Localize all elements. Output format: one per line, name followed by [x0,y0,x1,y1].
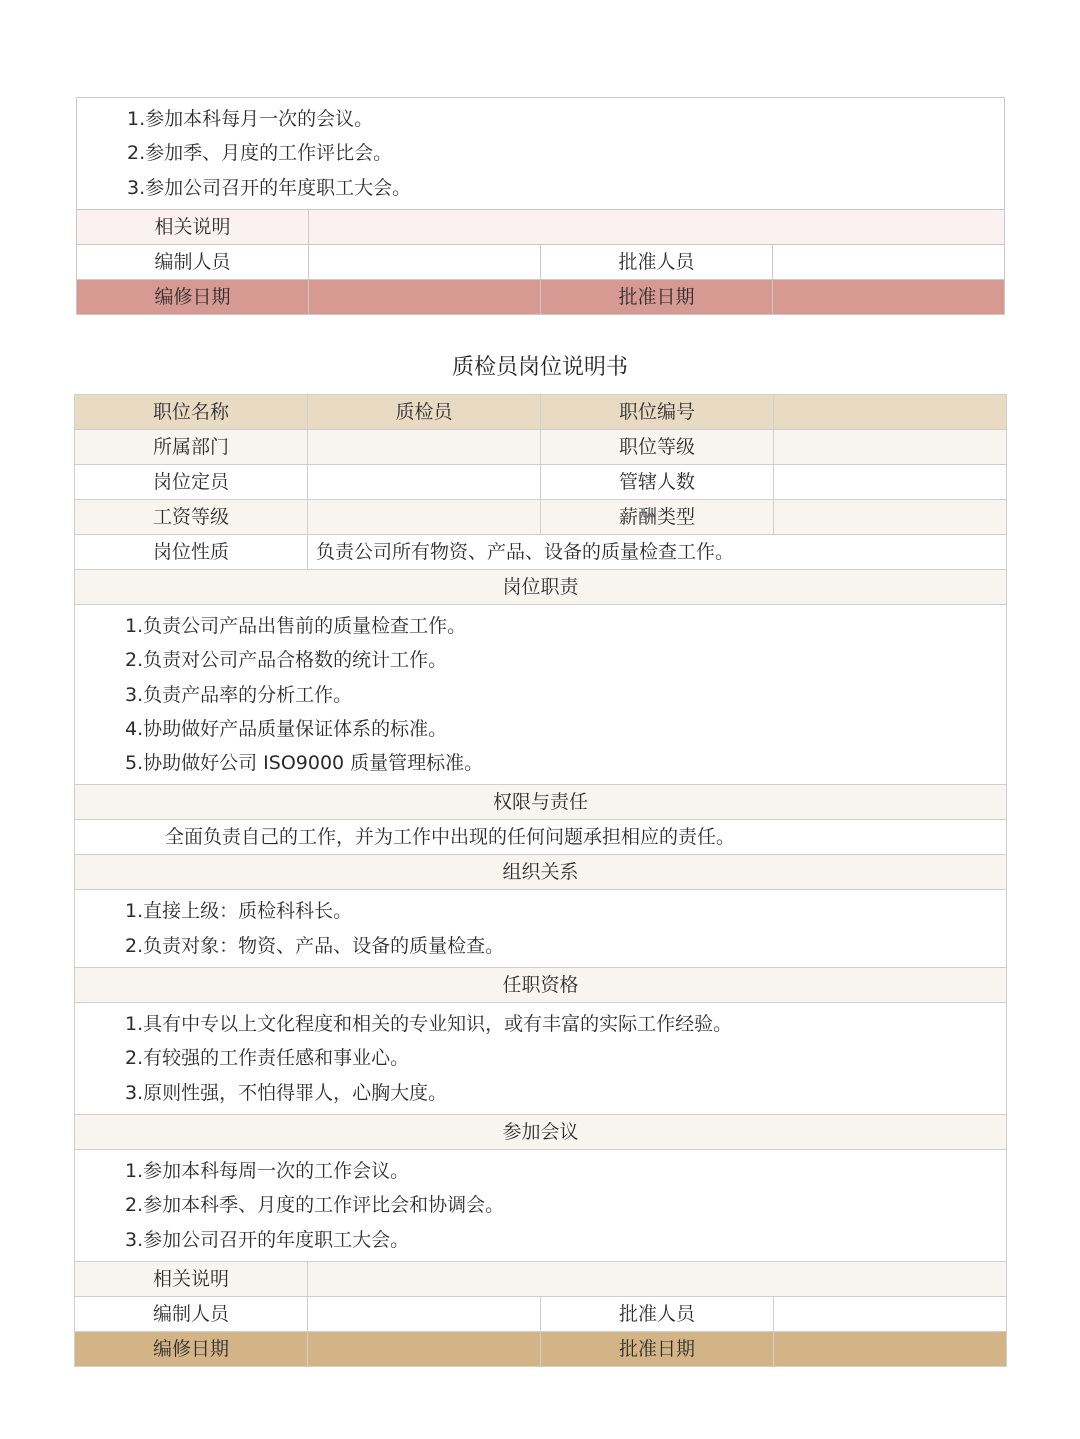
list-item: 1.参加本科每月一次的会议。 [127,108,374,130]
qualifications-header: 任职资格 [75,968,1007,1003]
salary-type-label: 薪酬类型 [541,500,774,535]
list-item: 4.协助做好产品质量保证体系的标准。 [125,717,448,740]
org-header: 组织关系 [75,855,1007,890]
approve-date-value [773,279,1005,314]
approve-date-label: 批准日期 [541,279,773,314]
authority-text: 全面负责自己的工作，并为工作中出现的任何问题承担相应的责任。 [75,820,1007,855]
position-name-value: 质检员 [308,395,541,430]
list-item: 2.负责对象：物资、产品、设备的质量检查。 [125,934,505,957]
meetings-header: 参加会议 [75,1114,1007,1149]
department-label: 所属部门 [75,430,308,465]
approver-value [774,1296,1007,1331]
org-list [75,890,1007,968]
related-notes-label: 相关说明 [75,1261,308,1296]
list-item: 1.参加本科每周一次的工作会议。 [125,1159,410,1182]
duties-header: 岗位职责 [75,570,1007,605]
list-item: 3.参加公司召开的年度职工大会。 [125,1228,410,1251]
department-value [308,430,541,465]
related-notes-label: 相关说明 [77,209,309,244]
salary-type-value [774,500,1007,535]
authority-header: 权限与责任 [75,785,1007,820]
compiler-label: 编制人员 [75,1296,308,1331]
related-notes-value [308,1261,1007,1296]
staffing-label: 岗位定员 [75,465,308,500]
staffing-value [308,465,541,500]
list-item: 1.直接上级：质检科科长。 [125,900,353,923]
previous-job-table [76,97,1005,315]
compiler-value [309,244,541,279]
approve-date-value [774,1331,1007,1366]
prev-meetings-list [77,98,1005,210]
list-item: 1.负责公司产品出售前的质量检查工作。 [125,615,467,637]
approver-value [773,244,1005,279]
related-notes-value [309,209,1005,244]
list-item: 2.参加季、月度的工作评比会。 [127,142,393,165]
revise-date-value [309,279,541,314]
approver-label: 批准人员 [541,1296,774,1331]
page-title: 质检员岗位说明书 [451,355,628,380]
managed-count-label: 管辖人数 [541,465,774,500]
revise-date-value [308,1331,541,1366]
duties-list [75,605,1007,785]
revise-date-label: 编修日期 [75,1331,308,1366]
qualifications-list [75,1003,1007,1115]
list-item: 3.参加公司召开的年度职工大会。 [127,176,412,199]
compiler-value [308,1296,541,1331]
list-item: 2.负责对公司产品合格数的统计工作。 [125,649,448,672]
level-label: 职位等级 [541,430,774,465]
list-item: 3.原则性强，不怕得罪人，心胸大度。 [125,1081,448,1104]
job-description-table [74,394,1007,1367]
list-item: 2.参加本科季、月度的工作评比会和协调会。 [125,1194,505,1217]
nature-label: 岗位性质 [75,535,308,570]
list-item: 2.有较强的工作责任感和事业心。 [125,1047,410,1070]
position-code-label: 职位编号 [541,395,774,430]
position-name-label: 职位名称 [75,395,308,430]
approver-label: 批准人员 [541,244,773,279]
approve-date-label: 批准日期 [541,1331,774,1366]
position-code-value [774,395,1007,430]
level-value [774,430,1007,465]
salary-grade-value [308,500,541,535]
revise-date-label: 编修日期 [77,279,309,314]
salary-grade-label: 工资等级 [75,500,308,535]
list-item: 5.协助做好公司 ISO9000 质量管理标准。 [125,752,484,775]
list-item: 3.负责产品率的分析工作。 [125,683,353,706]
compiler-label: 编制人员 [77,244,309,279]
nature-value: 负责公司所有物资、产品、设备的质量检查工作。 [308,535,1007,570]
managed-count-value [774,465,1007,500]
meetings-list [75,1149,1007,1261]
list-item: 1.具有中专以上文化程度和相关的专业知识，或有丰富的实际工作经验。 [125,1013,733,1036]
